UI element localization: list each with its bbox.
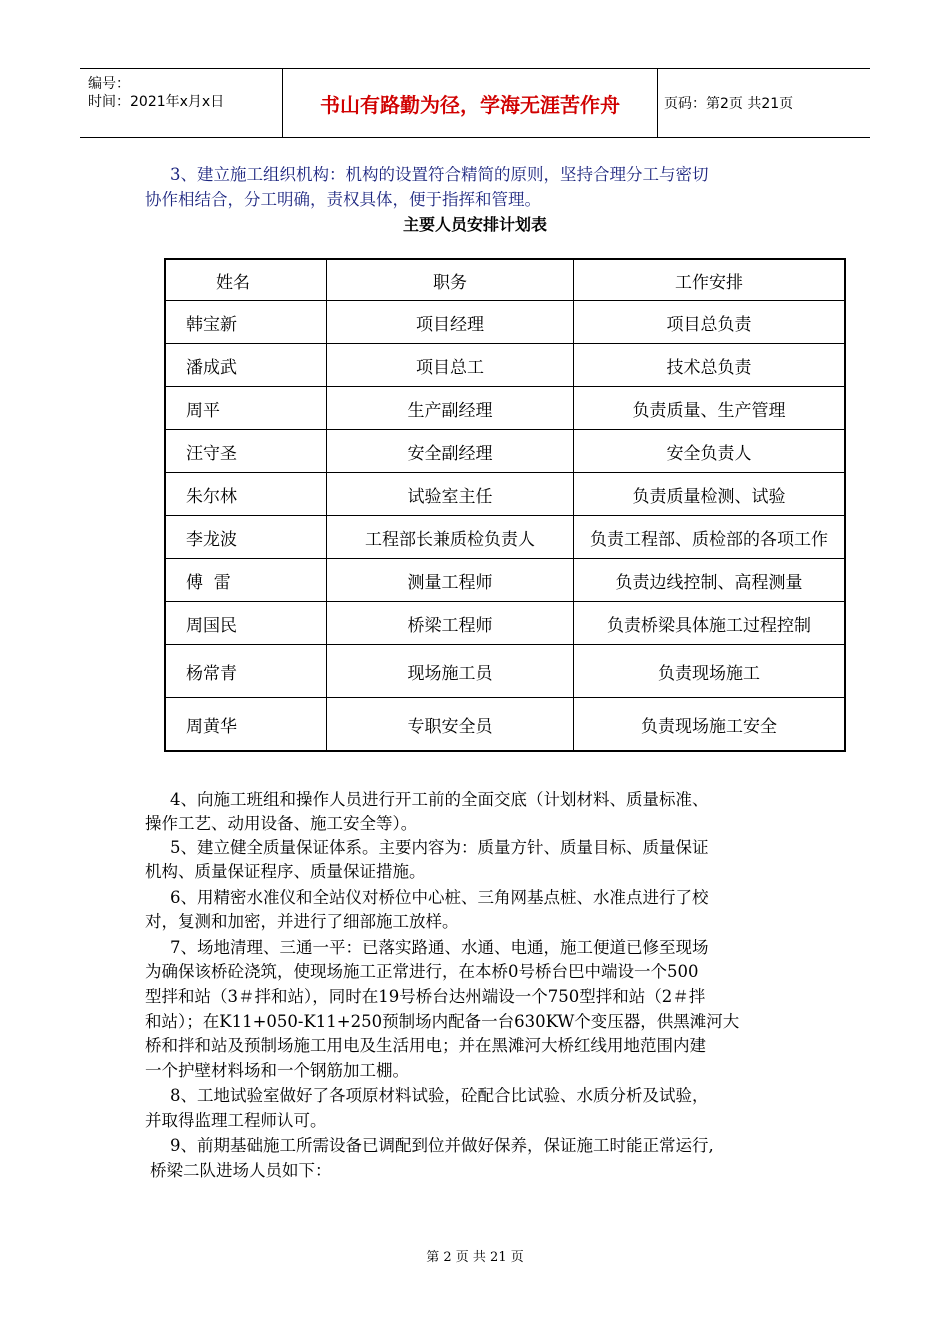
cell-role: 专职安全员 bbox=[327, 698, 574, 752]
table-row bbox=[165, 559, 845, 602]
table-row bbox=[165, 698, 845, 752]
cell-task: 负责质量检测、试验 bbox=[574, 473, 846, 516]
body-line: 8、工地试验室做好了各项原材料试验，砼配合比试验、水质分析及试验， bbox=[170, 1086, 709, 1105]
cell-task: 负责工程部、质检部的各项工作 bbox=[574, 516, 846, 559]
body-line: 6、用精密水准仪和全站仪对桥位中心桩、三角网基点桩、水准点进行了校 bbox=[170, 888, 709, 907]
table-row bbox=[165, 516, 845, 559]
header-left-cell bbox=[80, 69, 283, 137]
document-time-label: 时间：2021年x月x日 bbox=[88, 94, 225, 110]
cell-name: 潘成武 bbox=[165, 344, 327, 387]
table-row bbox=[165, 387, 845, 430]
body-line: 型拌和站（3＃拌和站），同时在19号桥台达州端设一个750型拌和站（2＃拌 bbox=[145, 987, 706, 1006]
cell-role: 试验室主任 bbox=[327, 473, 574, 516]
body-line: 为确保该桥砼浇筑，使现场施工正常进行，在本桥0号桥台巴中端设一个500 bbox=[145, 962, 699, 981]
page-header bbox=[80, 68, 870, 138]
cell-role: 项目总工 bbox=[327, 344, 574, 387]
cell-name: 傅 雷 bbox=[165, 559, 327, 602]
header-motto: 书山有路勤为径，学海无涯苦作舟 bbox=[283, 69, 658, 137]
cell-name: 周国民 bbox=[165, 602, 327, 645]
body-line: 并取得监理工程师认可。 bbox=[145, 1111, 327, 1130]
cell-task: 负责边线控制、高程测量 bbox=[574, 559, 846, 602]
table-title: 主要人员安排计划表 bbox=[402, 215, 547, 234]
cell-role: 安全副经理 bbox=[327, 430, 574, 473]
cell-task: 负责现场施工 bbox=[574, 645, 846, 698]
cell-role: 现场施工员 bbox=[327, 645, 574, 698]
table-row bbox=[165, 430, 845, 473]
body-line: 操作工艺、动用设备、施工安全等）。 bbox=[145, 814, 418, 833]
paragraph-3-line-2: 协作相结合，分工明确，责权具体，便于指挥和管理。 bbox=[145, 190, 541, 209]
body-line: 4、向施工班组和操作人员进行开工前的全面交底（计划材料、质量标准、 bbox=[170, 790, 709, 809]
cell-task: 安全负责人 bbox=[574, 430, 846, 473]
body-line: 桥和拌和站及预制场施工用电及生活用电；并在黑滩河大桥红线用地范围内建 bbox=[145, 1036, 706, 1055]
table-row bbox=[165, 645, 845, 698]
cell-task: 负责现场施工安全 bbox=[574, 698, 846, 752]
page-footer: 第 2 页 共 21 页 bbox=[426, 1250, 524, 1265]
body-line: 机构、质量保证程序、质量保证措施。 bbox=[145, 862, 426, 881]
table-row bbox=[165, 473, 845, 516]
column-header-task: 工作安排 bbox=[574, 259, 846, 301]
cell-name: 李龙波 bbox=[165, 516, 327, 559]
cell-role: 测量工程师 bbox=[327, 559, 574, 602]
column-header-role: 职务 bbox=[327, 259, 574, 301]
body-line: 7、场地清理、三通一平：已落实路通、水通、电通，施工便道已修至现场 bbox=[170, 938, 709, 957]
table-header-row bbox=[165, 259, 845, 301]
body-line: 和站）；在K11+050-K11+250预制场内配备一台630KW个变压器，供黑滩河大 bbox=[145, 1012, 740, 1031]
cell-name: 周平 bbox=[165, 387, 327, 430]
cell-name: 朱尔林 bbox=[165, 473, 327, 516]
cell-task: 项目总负责 bbox=[574, 301, 846, 344]
document-code-label: 编号： bbox=[88, 76, 130, 92]
cell-name: 韩宝新 bbox=[165, 301, 327, 344]
personnel-table bbox=[164, 258, 846, 752]
body-line: 一个护壁材料场和一个钢筋加工棚。 bbox=[145, 1061, 409, 1080]
cell-name: 杨常青 bbox=[165, 645, 327, 698]
header-page-label: 页码：第2页 共21页 bbox=[664, 96, 794, 112]
cell-role: 生产副经理 bbox=[327, 387, 574, 430]
cell-role: 工程部长兼质检负责人 bbox=[327, 516, 574, 559]
cell-role: 项目经理 bbox=[327, 301, 574, 344]
cell-name: 周黄华 bbox=[165, 698, 327, 752]
cell-task: 技术总负责 bbox=[574, 344, 846, 387]
column-header-name: 姓名 bbox=[165, 259, 327, 301]
table-row bbox=[165, 602, 845, 645]
cell-task: 负责桥梁具体施工过程控制 bbox=[574, 602, 846, 645]
table-row bbox=[165, 301, 845, 344]
body-line: 9、前期基础施工所需设备已调配到位并做好保养，保证施工时能正常运行, bbox=[170, 1136, 714, 1155]
body-line: 对，复测和加密，并进行了细部施工放样。 bbox=[145, 912, 459, 931]
cell-task: 负责质量、生产管理 bbox=[574, 387, 846, 430]
body-line: 5、建立健全质量保证体系。主要内容为：质量方针、质量目标、质量保证 bbox=[170, 838, 709, 857]
cell-name: 汪守圣 bbox=[165, 430, 327, 473]
paragraph-3-line-1: 3、建立施工组织机构：机构的设置符合精简的原则，坚持合理分工与密切 bbox=[170, 165, 709, 184]
table-row bbox=[165, 344, 845, 387]
body-line: 桥梁二队进场人员如下： bbox=[150, 1161, 332, 1180]
cell-role: 桥梁工程师 bbox=[327, 602, 574, 645]
